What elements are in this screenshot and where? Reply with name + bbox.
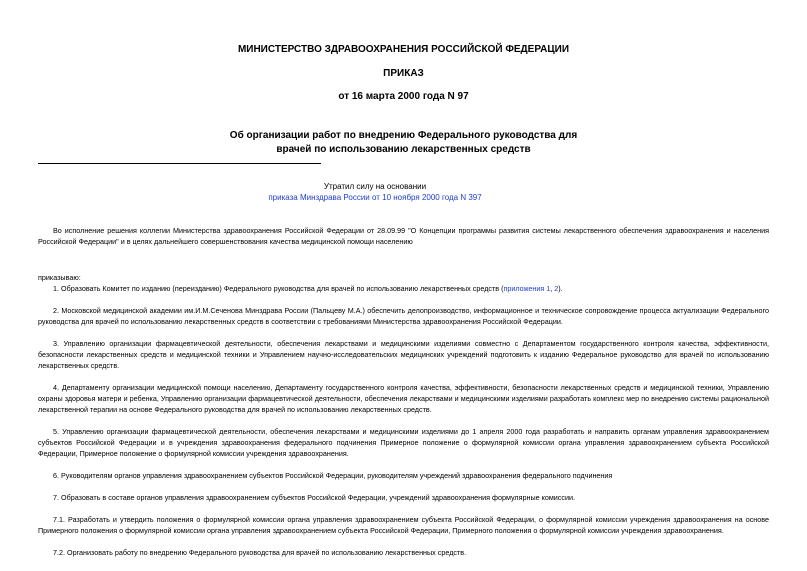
order-date: от 16 марта 2000 года N 97 [338,91,469,102]
appendix-1-link[interactable]: 1 [546,284,551,293]
document-body [38,225,769,558]
title-line-2: врачей по использованию лекарственных средств [276,144,531,155]
paragraph-6: 6. Руководителям органов управления здравоохранением субъектов Российской Федерации, руководителям учреждений здравоохранения федерального подчинения [53,471,613,480]
order-type-heading: ПРИКАЗ [383,68,424,79]
paragraph-5: 5. Управлению организации фармацевтической деятельности, обеспечения лекарствами и медицинскими изделиями до 1 апреля 2000 года разработать и направить органам управления здравоохранением субъектов Российской Федерации и в учреждения здравоохранения федерального подчинения Примерное положение о формулярной комиссии органа управления здравоохранением субъекта Российской Федерации, Примерное положение о формулярной комиссии учреждения здравоохранения. [38,427,769,458]
separator-line [38,163,321,164]
document-title [0,129,807,157]
paragraph-1-end: ). [558,284,563,293]
appendix-2-link[interactable]: 2 [554,284,559,293]
paragraph-7-1: 7.1. Разработать и утвердить положения о формулярной комиссии органа управления здравоохранением субъекта Российской Федерации, о формулярной комиссии учреждения здравоохранения на основе Примерного положения о формулярной комиссии органа управления здравоохранением субъекта Российской Федерации, Примерного положения о формулярной комиссии учреждения здравоохранения. [38,515,769,535]
paragraph-7: 7. Образовать в составе органов управления здравоохранением субъектов Российской Федерации, учреждений здравоохранения формулярные комиссии. [53,493,576,502]
appendix-separator: , [550,284,555,293]
paragraph-2: 2. Московской медицинской академии им.И.М.Сеченова Минздрава России (Пальцеву М.А.) обеспечить делопроизводство, информационное и техническое сопровождение процесса актуализации Федерального руководства для врачей по использованию лекарственных средств в соответствии с требованиями Министерства здравоохранения Российской Федерации. [38,306,769,326]
paragraph-1 [38,283,769,294]
paragraph-3: 3. Управлению организации фармацевтической деятельности, обеспечения лекарствами и медицинскими изделиями совместно с Департаментом государственного контроля качества, эффективности, безопасности лекарственных средств и медицинской техники и Управлением научно-исследовательских медицинских учреждений подготовить к изданию Федеральное руководство для врачей по использованию лекарственных средств. [38,339,769,370]
revocation-label: Утратил силу на основании [323,182,427,191]
appendix-link[interactable]: приложения [503,284,545,293]
paragraph-1-text: 1. Образовать Комитет по изданию (переизданию) Федерального руководства для врачей по использованию лекарственных средств ( [53,284,504,293]
paragraph-4: 4. Департаменту организации медицинской помощи населению, Департаменту государственного контроля качества, эффективности, безопасности лекарственных средств и медицинской техники, Управлению охраны здоровья матери и ребенка, Управлению организации фармацевтической деятельности, обеспечения лекарствами и медицинскими изделиями разработать комплекс мер по внедрению системы рациональной лекарственной терапии на основе Федерального руководства для врачей по использованию лекарственных средств. [38,383,769,414]
revocation-link[interactable]: приказа Минздрава России от 10 ноября 2000 года N 397 [268,193,482,202]
orders-word: приказываю: [38,273,81,282]
paragraph-7-2: 7.2. Организовать работу по внедрению Федерального руководства для врачей по использованию лекарственных средств. [53,548,467,557]
title-line-1: Об организации работ по внедрению Федерального руководства для [229,130,578,141]
preamble-paragraph: Во исполнение решения коллегии Министерства здравоохранения Российской Федерации от 28.09.99 "О Концепции программы развития системы лекарственного обеспечения здравоохранения и населения Российской Федерации" и в целях дальнейшего совершенствования качества медицинской помощи населению [38,226,769,246]
revocation-note [0,181,750,203]
ministry-heading: МИНИСТЕРСТВО ЗДРАВООХРАНЕНИЯ РОССИЙСКОЙ ФЕДЕРАЦИИ [237,44,570,55]
